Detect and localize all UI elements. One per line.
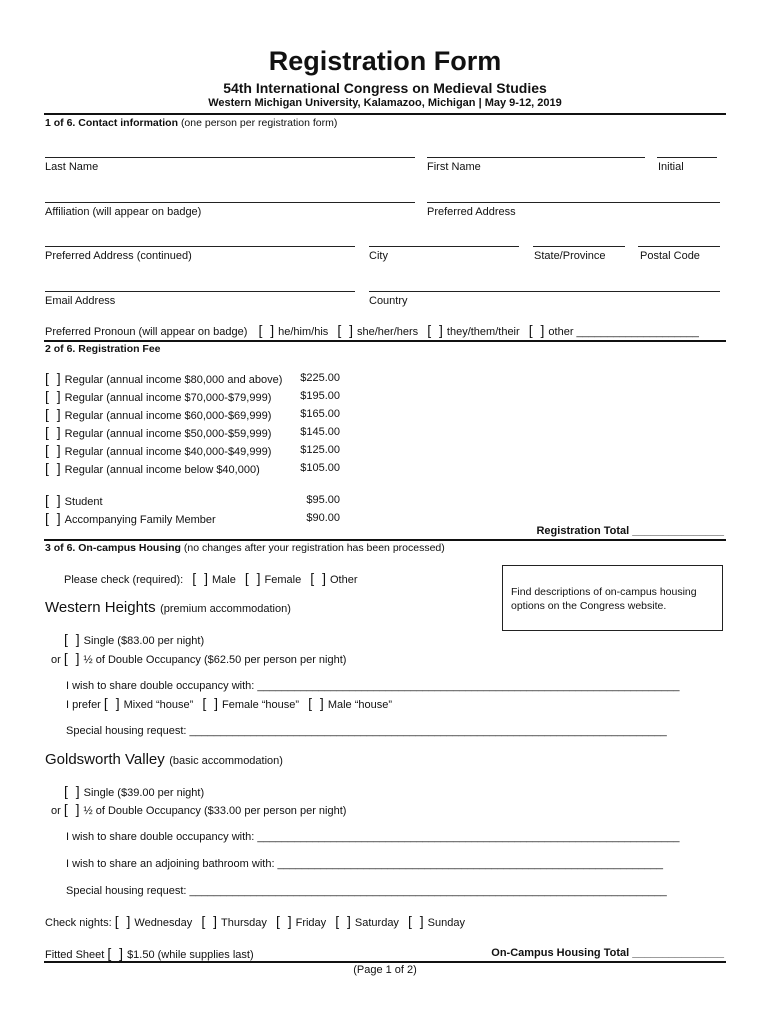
fee-regular-3-label: Regular (annual income $50,000-$59,999) [64, 428, 272, 440]
initial-label: Initial [658, 161, 684, 173]
section-1-heading [45, 117, 337, 129]
prefer-mixed-label: Mixed “house” [123, 699, 194, 711]
housing-total[interactable]: On-Campus Housing Total _______________ [491, 947, 724, 959]
city-label: City [369, 250, 388, 262]
fee-regular-5-price: $105.00 [300, 462, 340, 474]
wh-double-row [51, 650, 346, 666]
night-sunday-label: Sunday [427, 917, 465, 929]
fee-student-label: Student [64, 496, 103, 508]
fitted-sheet-row [45, 945, 254, 961]
pronoun-she-checkbox[interactable]: [ ] [337, 322, 356, 338]
fee-regular-2-label: Regular (annual income $60,000-$69,999) [64, 410, 272, 422]
fee-regular-2-price: $165.00 [300, 408, 340, 420]
fee-regular-1-price: $195.00 [300, 390, 340, 402]
preferred-address-field[interactable] [427, 202, 720, 203]
gender-male-label: Male [211, 574, 236, 586]
gender-row [64, 570, 357, 586]
fee-regular-4-price: $125.00 [300, 444, 340, 456]
section-3-note: (no changes after your registration has been processed) [183, 542, 445, 554]
fee-family-row [45, 510, 216, 526]
wh-single-row [64, 631, 204, 647]
affiliation-label: Affiliation (will appear on badge) [45, 206, 202, 218]
last-name-label: Last Name [45, 161, 99, 173]
form-title: Registration Form [268, 46, 502, 76]
fee-regular-4-checkbox[interactable]: [ ] [45, 442, 63, 458]
fee-regular-5-label: Regular (annual income below $40,000) [64, 464, 260, 476]
fee-student-price: $95.00 [306, 494, 340, 506]
gv-single-label: Single ($39.00 per night) [83, 787, 205, 799]
fee-student-row [45, 492, 103, 508]
section-3-title: 3 of 6. On-campus Housing [45, 542, 181, 554]
western-heights-name: Western Heights [45, 599, 156, 616]
fee-regular-2-row [45, 406, 271, 422]
preferred-address-label: Preferred Address [427, 206, 516, 218]
last-name-field[interactable] [45, 157, 415, 158]
postal-code-label: Postal Code [640, 250, 700, 262]
fee-family-label: Accompanying Family Member [64, 514, 216, 526]
pronoun-other-checkbox[interactable]: [ ] [528, 322, 547, 338]
western-heights-desc: (premium accommodation) [160, 603, 291, 615]
first-name-field[interactable] [427, 157, 645, 158]
wh-prefer-row [66, 695, 392, 711]
gv-single-checkbox[interactable]: [ ] [64, 783, 82, 799]
night-saturday-checkbox[interactable]: [ ] [335, 913, 353, 929]
preferred-address-continued-label: Preferred Address (continued) [45, 250, 192, 262]
fee-family-checkbox[interactable]: [ ] [45, 510, 63, 526]
pronoun-other-label: other ____________________ [548, 326, 699, 338]
wh-double-label: ½ of Double Occupancy ($62.50 per person per night) [83, 654, 347, 666]
housing-info-box [502, 565, 723, 631]
pronoun-they-checkbox[interactable]: [ ] [427, 322, 445, 338]
section-2-title: 2 of 6. Registration Fee [45, 343, 161, 355]
gv-share-bathroom-field[interactable]: I wish to share an adjoining bathroom with: _______________________________________________________________ [66, 858, 663, 870]
section-3-rule [44, 539, 726, 541]
prefer-mixed-checkbox[interactable]: [ ] [103, 695, 122, 711]
gv-double-checkbox[interactable]: [ ] [63, 801, 82, 817]
gender-male-checkbox[interactable]: [ ] [192, 570, 210, 586]
fee-regular-0-row [45, 370, 282, 386]
state-label: State/Province [534, 250, 606, 262]
page-number: (Page 1 of 2) [353, 964, 417, 976]
night-friday-label: Friday [295, 917, 327, 929]
city-field[interactable] [369, 246, 519, 247]
registration-total[interactable]: Registration Total _______________ [536, 525, 724, 537]
goldsworth-valley-desc: (basic accommodation) [169, 755, 283, 767]
gender-female-checkbox[interactable]: [ ] [244, 570, 263, 586]
fee-regular-3-price: $145.00 [300, 426, 340, 438]
pronoun-he-checkbox[interactable]: [ ] [258, 322, 277, 338]
prefer-male-checkbox[interactable]: [ ] [308, 695, 326, 711]
wh-double-checkbox[interactable]: [ ] [63, 650, 82, 666]
gender-female-label: Female [264, 574, 302, 586]
fee-regular-1-label: Regular (annual income $70,000-$79,999) [64, 392, 272, 404]
country-label: Country [369, 295, 408, 307]
wh-single-label: Single ($83.00 per night) [83, 635, 205, 647]
fee-family-price: $90.00 [306, 512, 340, 524]
fee-regular-0-checkbox[interactable]: [ ] [45, 370, 63, 386]
wh-or-label: or [51, 654, 61, 666]
fitted-sheet-label: Fitted Sheet [45, 949, 105, 961]
first-name-label: First Name [427, 161, 481, 173]
fitted-sheet-checkbox[interactable]: [ ] [107, 945, 126, 961]
prefer-label: I prefer [66, 699, 101, 711]
wh-special-request-field[interactable]: Special housing request: ______________________________________________________________________________ [66, 725, 667, 737]
fee-regular-1-checkbox[interactable]: [ ] [45, 388, 63, 404]
footer-rule [44, 961, 726, 963]
night-friday-checkbox[interactable]: [ ] [275, 913, 294, 929]
initial-field[interactable] [657, 157, 717, 158]
gender-other-label: Other [329, 574, 358, 586]
night-wednesday-checkbox[interactable]: [ ] [114, 913, 133, 929]
gv-double-row [51, 801, 346, 817]
fee-regular-2-checkbox[interactable]: [ ] [45, 406, 63, 422]
fee-regular-3-row [45, 424, 271, 440]
housing-info-text: Find descriptions of on-campus housing options on the Congress website. [511, 586, 697, 612]
wh-single-checkbox[interactable]: [ ] [64, 631, 82, 647]
night-thursday-checkbox[interactable]: [ ] [201, 913, 220, 929]
fee-regular-5-row [45, 460, 260, 476]
fee-regular-0-label: Regular (annual income $80,000 and above) [64, 374, 283, 386]
pronoun-he-label: he/him/his [278, 326, 329, 338]
prefer-male-label: Male “house” [327, 699, 393, 711]
please-check-label: Please check (required): [64, 574, 184, 586]
goldsworth-valley-name: Goldsworth Valley [45, 751, 165, 768]
pronoun-row [45, 322, 699, 338]
fee-regular-5-checkbox[interactable]: [ ] [45, 460, 63, 476]
venue-line: Western Michigan University, Kalamazoo, Michigan | May 9-12, 2019 [208, 97, 562, 109]
prefer-female-checkbox[interactable]: [ ] [202, 695, 221, 711]
wh-share-double-field[interactable]: I wish to share double occupancy with: _____________________________________________________________________ [66, 680, 680, 692]
gv-single-row [64, 783, 204, 799]
fee-regular-1-row [45, 388, 271, 404]
gender-other-checkbox[interactable]: [ ] [310, 570, 328, 586]
gv-or-label: or [51, 805, 61, 817]
congress-subtitle: 54th International Congress on Medieval Studies [223, 80, 547, 96]
email-label: Email Address [45, 295, 116, 307]
fee-regular-3-checkbox[interactable]: [ ] [45, 424, 63, 440]
header-rule [44, 113, 726, 115]
section-1-note: (one person per registration form) [180, 117, 338, 129]
affiliation-field[interactable] [45, 202, 415, 203]
night-thursday-label: Thursday [221, 917, 267, 929]
night-wednesday-label: Wednesday [134, 917, 193, 929]
fee-student-checkbox[interactable]: [ ] [45, 492, 63, 508]
state-field[interactable] [533, 246, 625, 247]
night-sunday-checkbox[interactable]: [ ] [408, 913, 426, 929]
email-field[interactable] [45, 291, 355, 292]
night-saturday-label: Saturday [354, 917, 399, 929]
section-1-title: 1 of 6. Contact information [45, 117, 179, 129]
fitted-sheet-price: $1.50 (while supplies last) [127, 949, 254, 961]
gv-double-label: ½ of Double Occupancy ($33.00 per person per night) [83, 805, 347, 817]
check-nights-row [45, 913, 465, 929]
pronoun-she-label: she/her/hers [357, 326, 419, 338]
preferred-address-continued-field[interactable] [45, 246, 355, 247]
country-field[interactable] [369, 291, 720, 292]
check-nights-label: Check nights: [45, 917, 112, 929]
gv-special-request-field[interactable]: Special housing request: ______________________________________________________________________________ [66, 885, 667, 897]
pronoun-label: Preferred Pronoun (will appear on badge) [45, 326, 248, 338]
fee-regular-4-label: Regular (annual income $40,000-$49,999) [64, 446, 272, 458]
section-2-rule [44, 340, 726, 342]
prefer-female-label: Female “house” [222, 699, 300, 711]
postal-code-field[interactable] [638, 246, 720, 247]
pronoun-they-label: they/them/their [446, 326, 520, 338]
section-3-heading [45, 542, 445, 554]
gv-share-double-field[interactable]: I wish to share double occupancy with: _____________________________________________________________________ [66, 831, 680, 843]
western-heights-heading [45, 599, 291, 617]
fee-regular-0-price: $225.00 [300, 372, 340, 384]
goldsworth-valley-heading [45, 751, 283, 769]
fee-regular-4-row [45, 442, 271, 458]
